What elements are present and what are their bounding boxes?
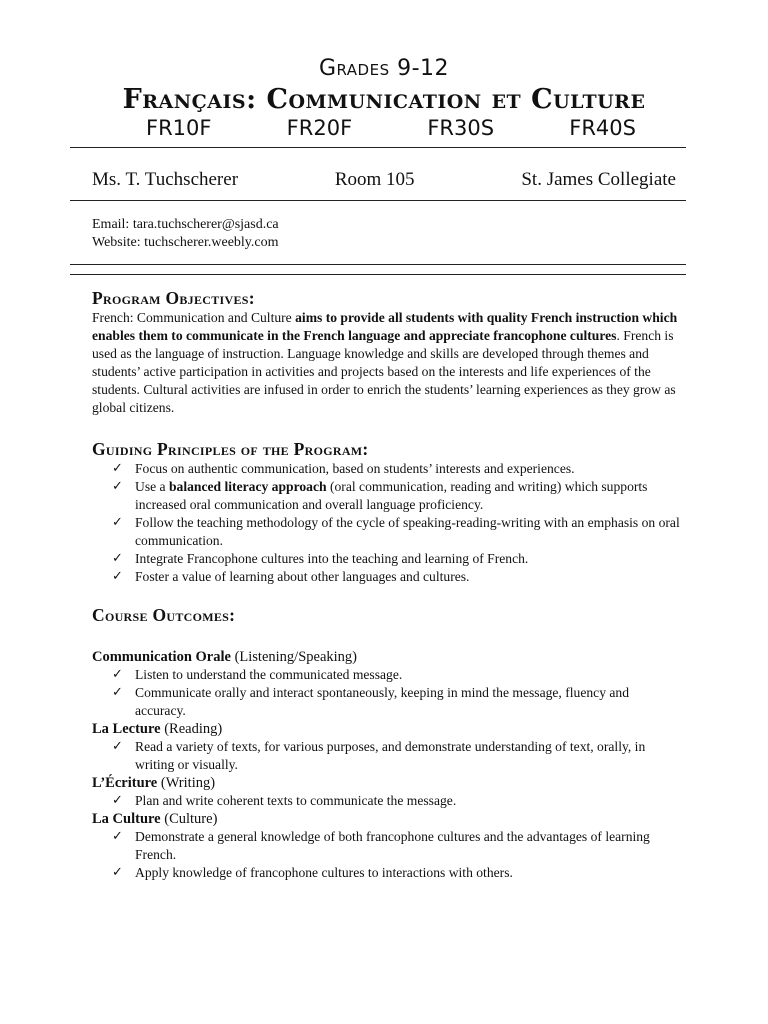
objectives-heading: Program Objectives:	[92, 288, 255, 308]
outcome-note: (Writing)	[157, 775, 216, 791]
outcome-title: Communication Orale	[92, 649, 231, 665]
list-item	[112, 460, 682, 478]
list-item	[112, 550, 682, 568]
checkmark-icon: ✓	[112, 739, 123, 754]
outcome-note: (Culture)	[160, 811, 218, 827]
list-item-text: Foster a value of learning about other languages and cultures.	[135, 569, 470, 584]
list-item	[112, 478, 682, 514]
outcome-group-title	[92, 774, 682, 792]
school-name: St. James Collegiate	[521, 169, 676, 190]
course-code: FR20F	[286, 116, 353, 140]
outcome-list	[92, 828, 682, 882]
course-code: FR40S	[569, 116, 636, 140]
checkmark-icon: ✓	[112, 569, 123, 584]
list-item-text: Apply knowledge of francophone cultures to interactions with others.	[135, 865, 513, 880]
list-item-text: Demonstrate a general knowledge of both francophone cultures and the advantages of learning French.	[135, 829, 650, 862]
list-item	[112, 864, 682, 882]
divider	[70, 200, 686, 201]
principles-heading: Guiding Principles of the Program:	[92, 439, 369, 459]
outcome-title: La Lecture	[92, 721, 161, 737]
checkmark-icon: ✓	[112, 515, 123, 530]
list-item	[112, 792, 682, 810]
objectives-text: . French is used as the language of instruction. Language knowledge and skills are developed through themes and students’ active participation in activities and projects based on the interests and life experiences of the students. Cultural activities are infused in order to enrich the students’ learning experiences as they grow as global citizens.	[92, 328, 676, 415]
outcome-note: (Listening/Speaking)	[230, 649, 357, 665]
checkmark-icon: ✓	[112, 793, 123, 808]
list-item-text: Integrate Francophone cultures into the teaching and learning of French.	[135, 551, 529, 566]
checkmark-icon: ✓	[112, 479, 123, 494]
list-item-text: Focus on authentic communication, based on students’ interests and experiences.	[135, 461, 575, 476]
outcome-group-title	[92, 648, 682, 666]
contact-info	[92, 216, 279, 252]
checkmark-icon: ✓	[112, 829, 123, 844]
room-number: Room 105	[334, 169, 415, 190]
list-item	[112, 738, 682, 774]
email-link[interactable]: Email: tara.tuchscherer@sjasd.ca	[92, 217, 279, 232]
course-code: FR10F	[146, 116, 212, 140]
outcome-group-title	[92, 720, 682, 738]
teacher-info-row	[92, 169, 676, 191]
checkmark-icon: ✓	[112, 865, 123, 880]
objectives-bold-text: aims to provide all students with quality French instruction which enables them to communicate in the French language and appreciate francophone cultures	[92, 310, 678, 343]
list-item-text: Use a	[135, 479, 169, 494]
principles-list	[92, 460, 682, 586]
grades-label: Grades 9-12	[318, 56, 450, 81]
list-item-bold-text: balanced literacy approach	[168, 479, 327, 494]
checkmark-icon: ✓	[112, 551, 123, 566]
list-item-text: Communicate orally and interact spontaneously, keeping in mind the message, fluency and accuracy.	[135, 685, 630, 718]
checkmark-icon: ✓	[112, 667, 123, 682]
list-item-text: Follow the teaching methodology of the cycle of speaking-reading-writing with an emphasis on oral communication.	[135, 515, 680, 548]
website-link[interactable]: Website: tuchscherer.weebly.com	[92, 235, 279, 250]
outcome-list	[92, 738, 682, 774]
list-item-text: Read a variety of texts, for various purposes, and demonstrate understanding of text, orally, in writing or visually.	[135, 739, 646, 772]
outcome-title: La Culture	[92, 811, 161, 827]
list-item	[112, 514, 682, 550]
outcome-group-title	[92, 810, 682, 828]
objectives-text: French: Communication and Culture	[92, 310, 296, 325]
course-codes	[146, 116, 636, 140]
list-item	[112, 828, 682, 864]
divider	[70, 264, 686, 265]
divider	[70, 274, 686, 275]
course-title: Français: Communication et Culture	[122, 84, 646, 115]
outcome-list	[92, 666, 682, 720]
outcome-title: L’Écriture	[92, 775, 158, 791]
list-item-text: Plan and write coherent texts to communicate the message.	[135, 793, 457, 808]
list-item	[112, 684, 682, 720]
outcomes-heading: Course Outcomes:	[92, 605, 236, 625]
teacher-name: Ms. T. Tuchscherer	[92, 169, 239, 190]
objectives-paragraph	[92, 309, 682, 417]
outcomes-section	[92, 604, 682, 882]
list-item	[112, 568, 682, 586]
outcome-note: (Reading)	[160, 721, 223, 737]
outcome-list	[92, 792, 682, 810]
objectives-section	[92, 287, 682, 417]
checkmark-icon: ✓	[112, 461, 123, 476]
divider	[70, 147, 686, 148]
principles-section	[92, 438, 682, 586]
list-item-text: (oral communication, reading and writing) which supports increased oral communication and overall language proficiency.	[135, 479, 648, 512]
checkmark-icon: ✓	[112, 685, 123, 700]
course-code: FR30S	[427, 116, 495, 140]
list-item	[112, 666, 682, 684]
list-item-text: Listen to understand the communicated message.	[135, 667, 403, 682]
